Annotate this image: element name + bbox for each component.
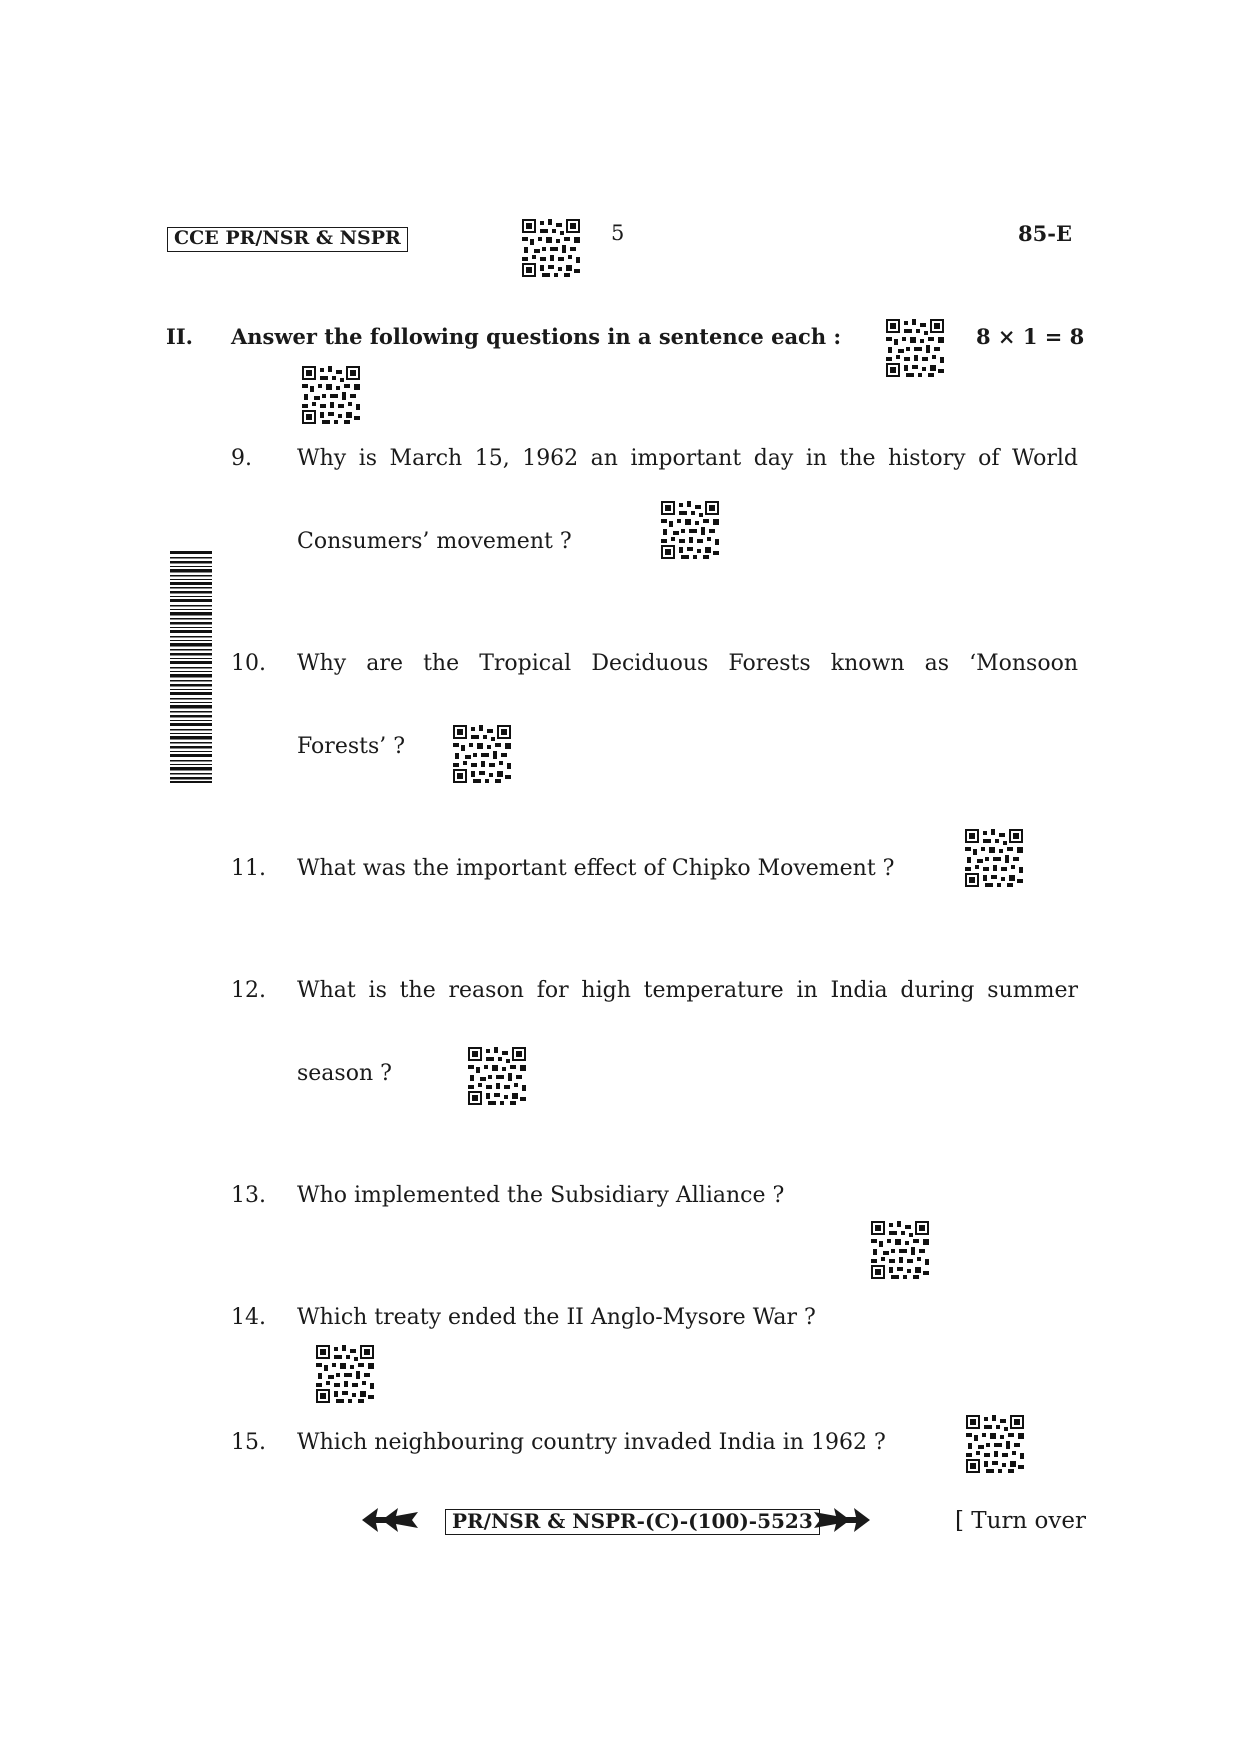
qr-code-icon [302, 366, 360, 424]
qr-code-icon [886, 319, 944, 377]
qr-code-icon [468, 1047, 526, 1105]
qr-code-icon [453, 725, 511, 783]
qr-code-icon [522, 219, 580, 277]
double-arrow-left-icon [362, 1506, 418, 1534]
question-number: 14. [231, 1305, 266, 1330]
question-text: Why are the Tropical Deciduous Forests known as ‘Monsoon [297, 651, 1078, 676]
footer-paper-code: PR/NSR & NSPR-(C)-(100)-5523 [445, 1509, 820, 1535]
barcode-icon [170, 551, 212, 783]
question-text: What is the reason for high temperature in India during summer [297, 978, 1078, 1003]
question-number: 11. [231, 856, 266, 881]
question-number: 9. [231, 446, 252, 471]
question-text: Why is March 15, 1962 an important day in the history of World [297, 446, 1078, 471]
exam-code: CCE PR/NSR & NSPR [167, 227, 408, 252]
question-text-continued: Consumers’ movement ? [297, 529, 572, 554]
qr-code-icon [965, 829, 1023, 887]
qr-code-icon [661, 501, 719, 559]
section-title: Answer the following questions in a sentence each : [231, 324, 842, 349]
question-text: Which treaty ended the II Anglo-Mysore War ? [297, 1305, 816, 1330]
section-marks: 8 × 1 = 8 [976, 324, 1085, 349]
question-number: 10. [231, 651, 266, 676]
turn-over-label: [ Turn over [955, 1508, 1087, 1534]
qr-code-icon [871, 1221, 929, 1279]
section-number: II. [166, 324, 193, 349]
qr-code-icon [966, 1415, 1024, 1473]
question-text: Which neighbouring country invaded India in 1962 ? [297, 1430, 886, 1455]
question-text-continued: season ? [297, 1061, 392, 1086]
question-number: 12. [231, 978, 266, 1003]
question-text: What was the important effect of Chipko Movement ? [297, 856, 895, 881]
double-arrow-right-icon [814, 1506, 870, 1534]
question-text: Who implemented the Subsidiary Alliance ? [297, 1183, 785, 1208]
question-number: 15. [231, 1430, 266, 1455]
paper-code: 85-E [1018, 221, 1072, 246]
question-text-continued: Forests’ ? [297, 734, 406, 759]
question-number: 13. [231, 1183, 266, 1208]
qr-code-icon [316, 1345, 374, 1403]
page-number: 5 [611, 221, 625, 245]
